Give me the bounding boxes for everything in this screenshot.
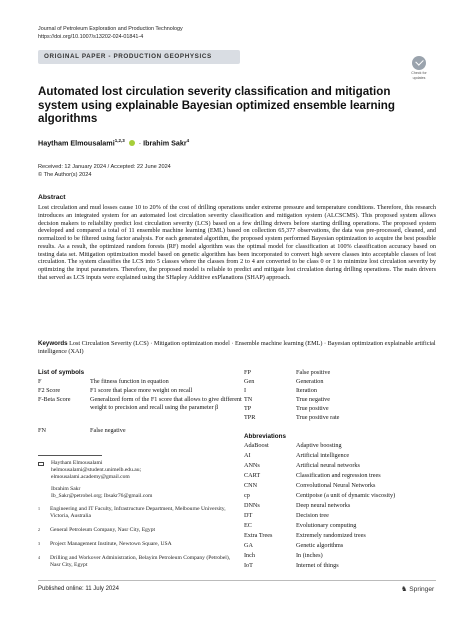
abbreviation-term: AdaBoost — [244, 442, 269, 449]
abbreviation-term: IoT — [244, 562, 253, 569]
affiliation — [38, 527, 238, 534]
journal-name: Journal of Petroleum Exploration and Production Technology — [38, 26, 183, 32]
contact-name: Haytham Elmousalami — [51, 460, 103, 466]
abbreviation-term: cp — [244, 492, 250, 499]
abbreviation-desc: Genetic algorithms — [296, 542, 344, 549]
symbol-term: F-Beta Score — [38, 396, 71, 403]
abbreviation-term: Inch — [244, 552, 255, 559]
symbol-term: FN — [38, 427, 46, 434]
abbreviation-term: DNNs — [244, 502, 260, 509]
affiliation — [38, 541, 238, 548]
published-date: Published online: 11 July 2024 — [38, 586, 119, 592]
author-affil-sup: 4 — [186, 138, 190, 143]
affiliation-number: 1 — [38, 506, 40, 511]
article-title: Automated lost circulation severity classification and mitigation system using explainable Bayesian optimized ensemble learning algorithms — [38, 85, 395, 125]
symbol-term: TP — [244, 405, 252, 412]
contact-email[interactable]: elmousalami.academy@gmail.com — [51, 474, 130, 480]
affiliation-text: Drilling and Workover Administration, Belayim Petroleum Company (Petrobel), Nasr City, Egypt — [50, 555, 231, 568]
abbreviation-desc: In (inches) — [296, 552, 323, 559]
publisher-logo[interactable] — [401, 585, 434, 593]
abbreviation-desc: Artificial neural networks — [296, 462, 360, 469]
abbreviation-desc: Artificial intelligence — [296, 452, 350, 459]
symbol-term: FP — [244, 369, 251, 376]
footer-rule — [38, 580, 436, 581]
abbreviation-term: EC — [244, 522, 252, 529]
springer-horse-icon: ♞ — [401, 586, 408, 593]
affiliation-number: 2 — [38, 527, 40, 532]
abbreviation-desc: Convolutional Neural Networks — [296, 482, 376, 489]
symbol-term: F2 Score — [38, 387, 61, 394]
abbreviation-desc: Evolutionary computing — [296, 522, 357, 529]
abbreviation-term: Extra Trees — [244, 532, 273, 539]
contact-email[interactable]: Ib_Sakr@petrobel.org; Ibsakr76@gmail.com — [51, 493, 153, 499]
symbol-desc: Generation — [296, 378, 324, 385]
abbreviation-term: CART — [244, 472, 261, 479]
author-list — [38, 138, 189, 147]
author-affil-sup: 1,2,3 — [114, 138, 125, 143]
symbol-term: F — [38, 378, 42, 385]
affiliation-number: 4 — [38, 555, 40, 560]
keywords-block — [38, 340, 436, 356]
symbol-row — [38, 387, 252, 395]
publisher-name: Springer — [409, 586, 435, 593]
abbreviation-desc: Adaptive boosting — [296, 442, 342, 449]
received-accepted-dates: Received: 12 January 2024 / Accepted: 22 June 2024 — [38, 164, 171, 170]
abbreviation-desc: Classification and regression trees — [296, 472, 381, 479]
symbol-desc: Iteration — [296, 387, 317, 394]
symbol-desc: True negative — [296, 396, 330, 403]
check-for-updates-badge[interactable] — [406, 56, 432, 82]
symbol-desc: True positive rate — [296, 414, 340, 421]
contact-name: Ibrahim Sakr — [51, 486, 81, 492]
affiliation-text: General Petroleum Company, Nasr City, Egypt — [50, 527, 156, 533]
abbreviation-term: ANNs — [244, 462, 260, 469]
orcid-icon[interactable] — [129, 140, 135, 146]
abbreviation-term: GA — [244, 542, 253, 549]
symbol-row — [38, 427, 252, 435]
symbol-desc: Generalized form of the F1 score that allows to give different weight to precision and recall using the parameter β — [90, 396, 242, 411]
symbol-row — [38, 396, 252, 420]
abbreviations-heading: Abbreviations — [244, 433, 286, 440]
footnote-divider — [38, 455, 102, 456]
abstract-text: Lost circulation and mud losses cause 10 to 20% of the cost of drilling operations under extreme pressure and temperature conditions. Therefore, this research introduces an integrated system for an automated lost circulation severity classification and mitigation system (ALCSCMS). This proposed system allows decision makers to reliability predict lost circulation severity (LCS) based on a few drilling drivers before starting drilling operations. The proposed system developed and compared a total of 11 ensemble machine learning (EML) based on collection 65,377 observations, the data was pre-processed, cleaned, and normalized to be filtered using factor analysis. For each generated algorithm, the proposed system performed Bayesian optimization to acquire the best possible results. As a result, the optimized random forests (RF) model algorithm was the optimal model for classification at 100% classification accuracy based on testing data set. Mitigation optimization model based on genetic algorithm has been incorporated to convert high severe classes into acceptable classes of lost circulation. The system classifies the LCS into 5 classes where the classes from 2 to 4 are converted to be class 0 or 1 to minimize lost circulation severity by optimizing the input parameters. Therefore, the proposed model is reliable to predict and mitigate lost circulation during drilling operations. The main drivers that served as LCS inputs were explained using the SHapley Additive exPlanations (SHAP) approach. — [38, 204, 436, 281]
symbol-desc: True positive — [296, 405, 329, 412]
doi-link[interactable]: https://doi.org/10.1007/s13202-024-01841-4 — [38, 34, 144, 40]
symbols-heading: List of symbols — [38, 369, 85, 376]
abbreviation-term: CNN — [244, 482, 258, 489]
symbol-term: Gen — [244, 378, 255, 385]
affiliation-text: Project Management Institute, Newtown Square, USA — [50, 541, 172, 547]
symbol-term: I — [244, 387, 247, 394]
abbreviation-desc: Decision tree — [296, 512, 329, 519]
affiliation-number: 3 — [38, 541, 40, 546]
abstract-heading: Abstract — [38, 194, 66, 201]
mail-icon — [38, 462, 44, 466]
affiliation-text: Engineering and IT Faculty, Infrastructure Department, Melbourne University, Victoria, Australia — [50, 506, 226, 519]
contact-email[interactable]: helmousalami@student.unimelb.edu.au; — [51, 467, 142, 473]
abbreviation-desc: Deep neural networks — [296, 502, 351, 509]
symbol-term: TN — [244, 396, 253, 403]
abbreviation-desc: Internet of things — [296, 562, 339, 569]
affiliation — [38, 506, 238, 520]
author-name[interactable]: Haytham Elmousalami — [38, 138, 115, 148]
author-separator: · — [138, 138, 142, 148]
abbreviation-term: DT — [244, 512, 253, 519]
author-name[interactable]: Ibrahim Sakr — [143, 138, 187, 148]
badge-label-2: updates — [412, 76, 426, 80]
abbreviation-desc: Centipoise (a unit of dynamic viscosity) — [296, 492, 396, 499]
abbreviation-desc: Extremely randomized trees — [296, 532, 366, 539]
symbol-desc: F1 score that place more weight on recall — [90, 387, 193, 394]
symbol-desc: False negative — [90, 427, 126, 434]
affiliation — [38, 555, 238, 569]
paper-category-bar: ORIGINAL PAPER - PRODUCTION GEOPHYSICS — [38, 50, 240, 64]
checkmark-icon — [412, 56, 426, 70]
symbol-desc: The fitness function in equation — [90, 378, 169, 385]
abbreviation-term: AI — [244, 452, 251, 459]
keywords-text: Lost Circulation Severity (LCS) · Mitigation optimization model · Ensemble machine learning (EML) · Bayesian optimization explainable artificial intelligence (XAI) — [38, 340, 436, 355]
badge-label-1: Check for — [411, 71, 427, 75]
keywords-label: Keywords — [38, 340, 68, 347]
symbol-row — [38, 378, 252, 386]
symbol-term: TPR — [244, 414, 256, 421]
symbol-desc: False positive — [296, 369, 331, 376]
copyright-line: © The Author(s) 2024 — [38, 172, 92, 178]
